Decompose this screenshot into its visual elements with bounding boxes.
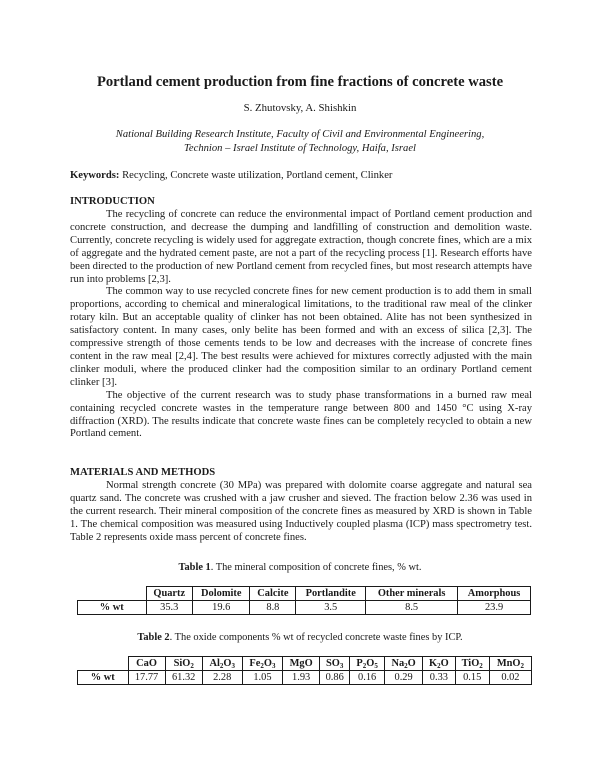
- table2-header-row: [78, 657, 532, 671]
- introduction-paragraph-1: The recycling of concrete can reduce the environmental impact of Portland cement production and concrete construction, and decrease the dumping and landfilling of construction and demolition waste. Currently, concrete recycling is widely used for aggregate extraction, though concrete fines, which are a mix of aggregate and the hydrated cement paste, are not a part of the recycling process [1]. Research efforts have been directed to the production of new Portland cement from recycled fines, but most research attempts have run into problems [2,3].: [70, 209, 532, 285]
- introduction-body: [70, 209, 532, 441]
- table2-header-text: MnO: [496, 658, 521, 669]
- table2-header-k2o: [423, 657, 455, 671]
- keywords-label: Keywords:: [70, 170, 120, 181]
- table2-corner: [78, 657, 129, 671]
- table2-header-text: Al: [209, 658, 220, 669]
- table1-header: Other minerals: [366, 587, 458, 601]
- table1-caption: [0, 562, 600, 575]
- table2-header-sio2: [165, 657, 202, 671]
- table2-header-mno2: [489, 657, 531, 671]
- affiliation-line-1: National Building Research Institute, Faculty of Civil and Environmental Engineering,: [115, 129, 485, 140]
- introduction-paragraph-2: The common way to use recycled concrete fines for new cement production is to add them in small proportions, according to chemical and mineralogical limitations, to the traditional raw meal of the clinker rotary kiln. But an acceptable quality of clinker has not been obtained. Alite has not been synthesized in satisfactory content. In many cases, only belite has been formed and with an excess of silica [2,3]. The compressive strength of those cements tends to be low and decreases with the increase of concrete fines content in the raw meal [2,4]. The best results were achieved for mixtures correctly adjusted with the main clinker moduli, where the produced clinker had the composition similar to an ordinary Portland cement clinker [3].: [70, 286, 532, 388]
- table2-header-sub: 3: [271, 662, 276, 670]
- table1-header: Calcite: [250, 587, 296, 601]
- table1-header: Portlandite: [296, 587, 366, 601]
- introduction-paragraph-3: The objective of the current research was to study phase transformations in a burned raw meal containing recycled concrete wastes in the temperature range between 800 and 1450 °C using X-ray diffraction (XRD). The results indicate that concrete waste fines can be completely recycled to obtain a new Portland cement.: [70, 389, 532, 440]
- table1-cell: 8.5: [366, 601, 458, 615]
- table2-cell: 0.86: [320, 671, 350, 685]
- keywords-text: Recycling, Concrete waste utilization, Portland cement, Clinker: [122, 170, 393, 181]
- table2-caption-text: . The oxide components % wt of recycled concrete waste fines by ICP.: [169, 632, 463, 643]
- table2-caption: [0, 632, 600, 645]
- table2-header-sub: 5: [374, 662, 378, 670]
- table2: [77, 656, 532, 685]
- table2-cell: 61.32: [165, 671, 202, 685]
- table2-label: Table 2: [137, 632, 170, 643]
- table1-cell: 3.5: [296, 601, 366, 615]
- table2-header-sub: 3: [231, 662, 235, 670]
- table1-corner: [78, 587, 147, 601]
- table2-cell: 0.02: [489, 671, 531, 685]
- methods-heading: MATERIALS AND METHODS: [70, 467, 216, 478]
- table1-cell: 19.6: [193, 601, 250, 615]
- table1: [77, 586, 531, 615]
- table2-cell: 1.93: [283, 671, 320, 685]
- table2-header-mgo: [283, 657, 320, 671]
- table2-header-sub: 2: [362, 662, 367, 670]
- table2-header-sub: 2: [479, 662, 483, 670]
- table1-label: Table 1: [178, 562, 211, 573]
- table2-header-sub: 3: [339, 662, 344, 670]
- table2-row: [78, 671, 532, 685]
- table2-cell: 0.29: [384, 671, 422, 685]
- keywords-line: [70, 170, 532, 183]
- table2-cell: 0.33: [423, 671, 455, 685]
- table2-header-text: SO: [325, 658, 340, 669]
- table1-cell: 8.8: [250, 601, 296, 615]
- table2-header-text: P: [356, 658, 363, 669]
- table2-header-text: O: [263, 658, 272, 669]
- table1-cell: 35.3: [146, 601, 193, 615]
- table2-header-sub: 2: [260, 662, 264, 670]
- methods-body: [70, 480, 532, 545]
- table2-header-text: O: [223, 658, 232, 669]
- table2-row-label: % wt: [78, 671, 129, 685]
- table2-header-al2o3: [202, 657, 242, 671]
- table2-header-text: CaO: [136, 658, 157, 669]
- table2-cell: 2.28: [202, 671, 242, 685]
- table2-header-text: TiO: [461, 658, 480, 669]
- table2-header-text: K: [429, 658, 438, 669]
- table2-header-text: O: [440, 658, 449, 669]
- table1-caption-text: . The mineral composition of concrete fines, % wt.: [210, 562, 422, 573]
- table1-row: [78, 601, 531, 615]
- paper-authors: S. Zhutovsky, A. Shishkin: [243, 102, 357, 114]
- table2-header-cao: [128, 657, 165, 671]
- introduction-heading: INTRODUCTION: [70, 196, 155, 207]
- methods-paragraph-1: Normal strength concrete (30 MPa) was prepared with dolomite coarse aggregate and natural sea quartz sand. The concrete was crushed with a jaw crusher and sieved. The fraction below 2.36 was used in the current research. Their mineral composition of the concrete fines as measured by XRD is shown in Table 1. The chemical composition was measured using Inductively coupled plasma (ICP) mass spectrometry test. Table 2 represents oxide mass percent of concrete fines.: [70, 480, 532, 543]
- paper-affiliation: [70, 128, 530, 156]
- table2-cell: 1.05: [242, 671, 283, 685]
- table2-header-text: SiO: [173, 658, 191, 669]
- table2-header-text: O: [366, 658, 375, 669]
- table2-header-sub: 2: [404, 662, 408, 670]
- table2-header-sub: 2: [437, 662, 441, 670]
- table1-row-label: % wt: [78, 601, 147, 615]
- affiliation-line-2: Technion – Israel Institute of Technology, Haifa, Israel: [184, 143, 416, 154]
- table2-header-text: O: [407, 658, 416, 669]
- table2-cell: 0.15: [455, 671, 489, 685]
- table1-header: Quartz: [146, 587, 193, 601]
- table1-header-row: [78, 587, 531, 601]
- table1-header: Dolomite: [193, 587, 250, 601]
- table2-header-text: Na: [391, 658, 405, 669]
- table2-header-fe2o3: [242, 657, 283, 671]
- table2-header-tio2: [455, 657, 489, 671]
- paper-title: Portland cement production from fine fractions of concrete waste: [96, 74, 504, 90]
- table1-header: Amorphous: [458, 587, 531, 601]
- table2-header-sub: 2: [219, 662, 224, 670]
- table2-cell: 0.16: [350, 671, 385, 685]
- table2-header-na2o: [384, 657, 422, 671]
- table2-header-sub: 2: [190, 662, 194, 670]
- table2-header-p2o5: [350, 657, 385, 671]
- table2-header-sub: 2: [520, 662, 524, 670]
- table2-cell: 17.77: [128, 671, 165, 685]
- table1-cell: 23.9: [458, 601, 531, 615]
- table2-header-so3: [320, 657, 350, 671]
- table2-header-text: MgO: [289, 658, 313, 669]
- table2-header-text: Fe: [249, 658, 261, 669]
